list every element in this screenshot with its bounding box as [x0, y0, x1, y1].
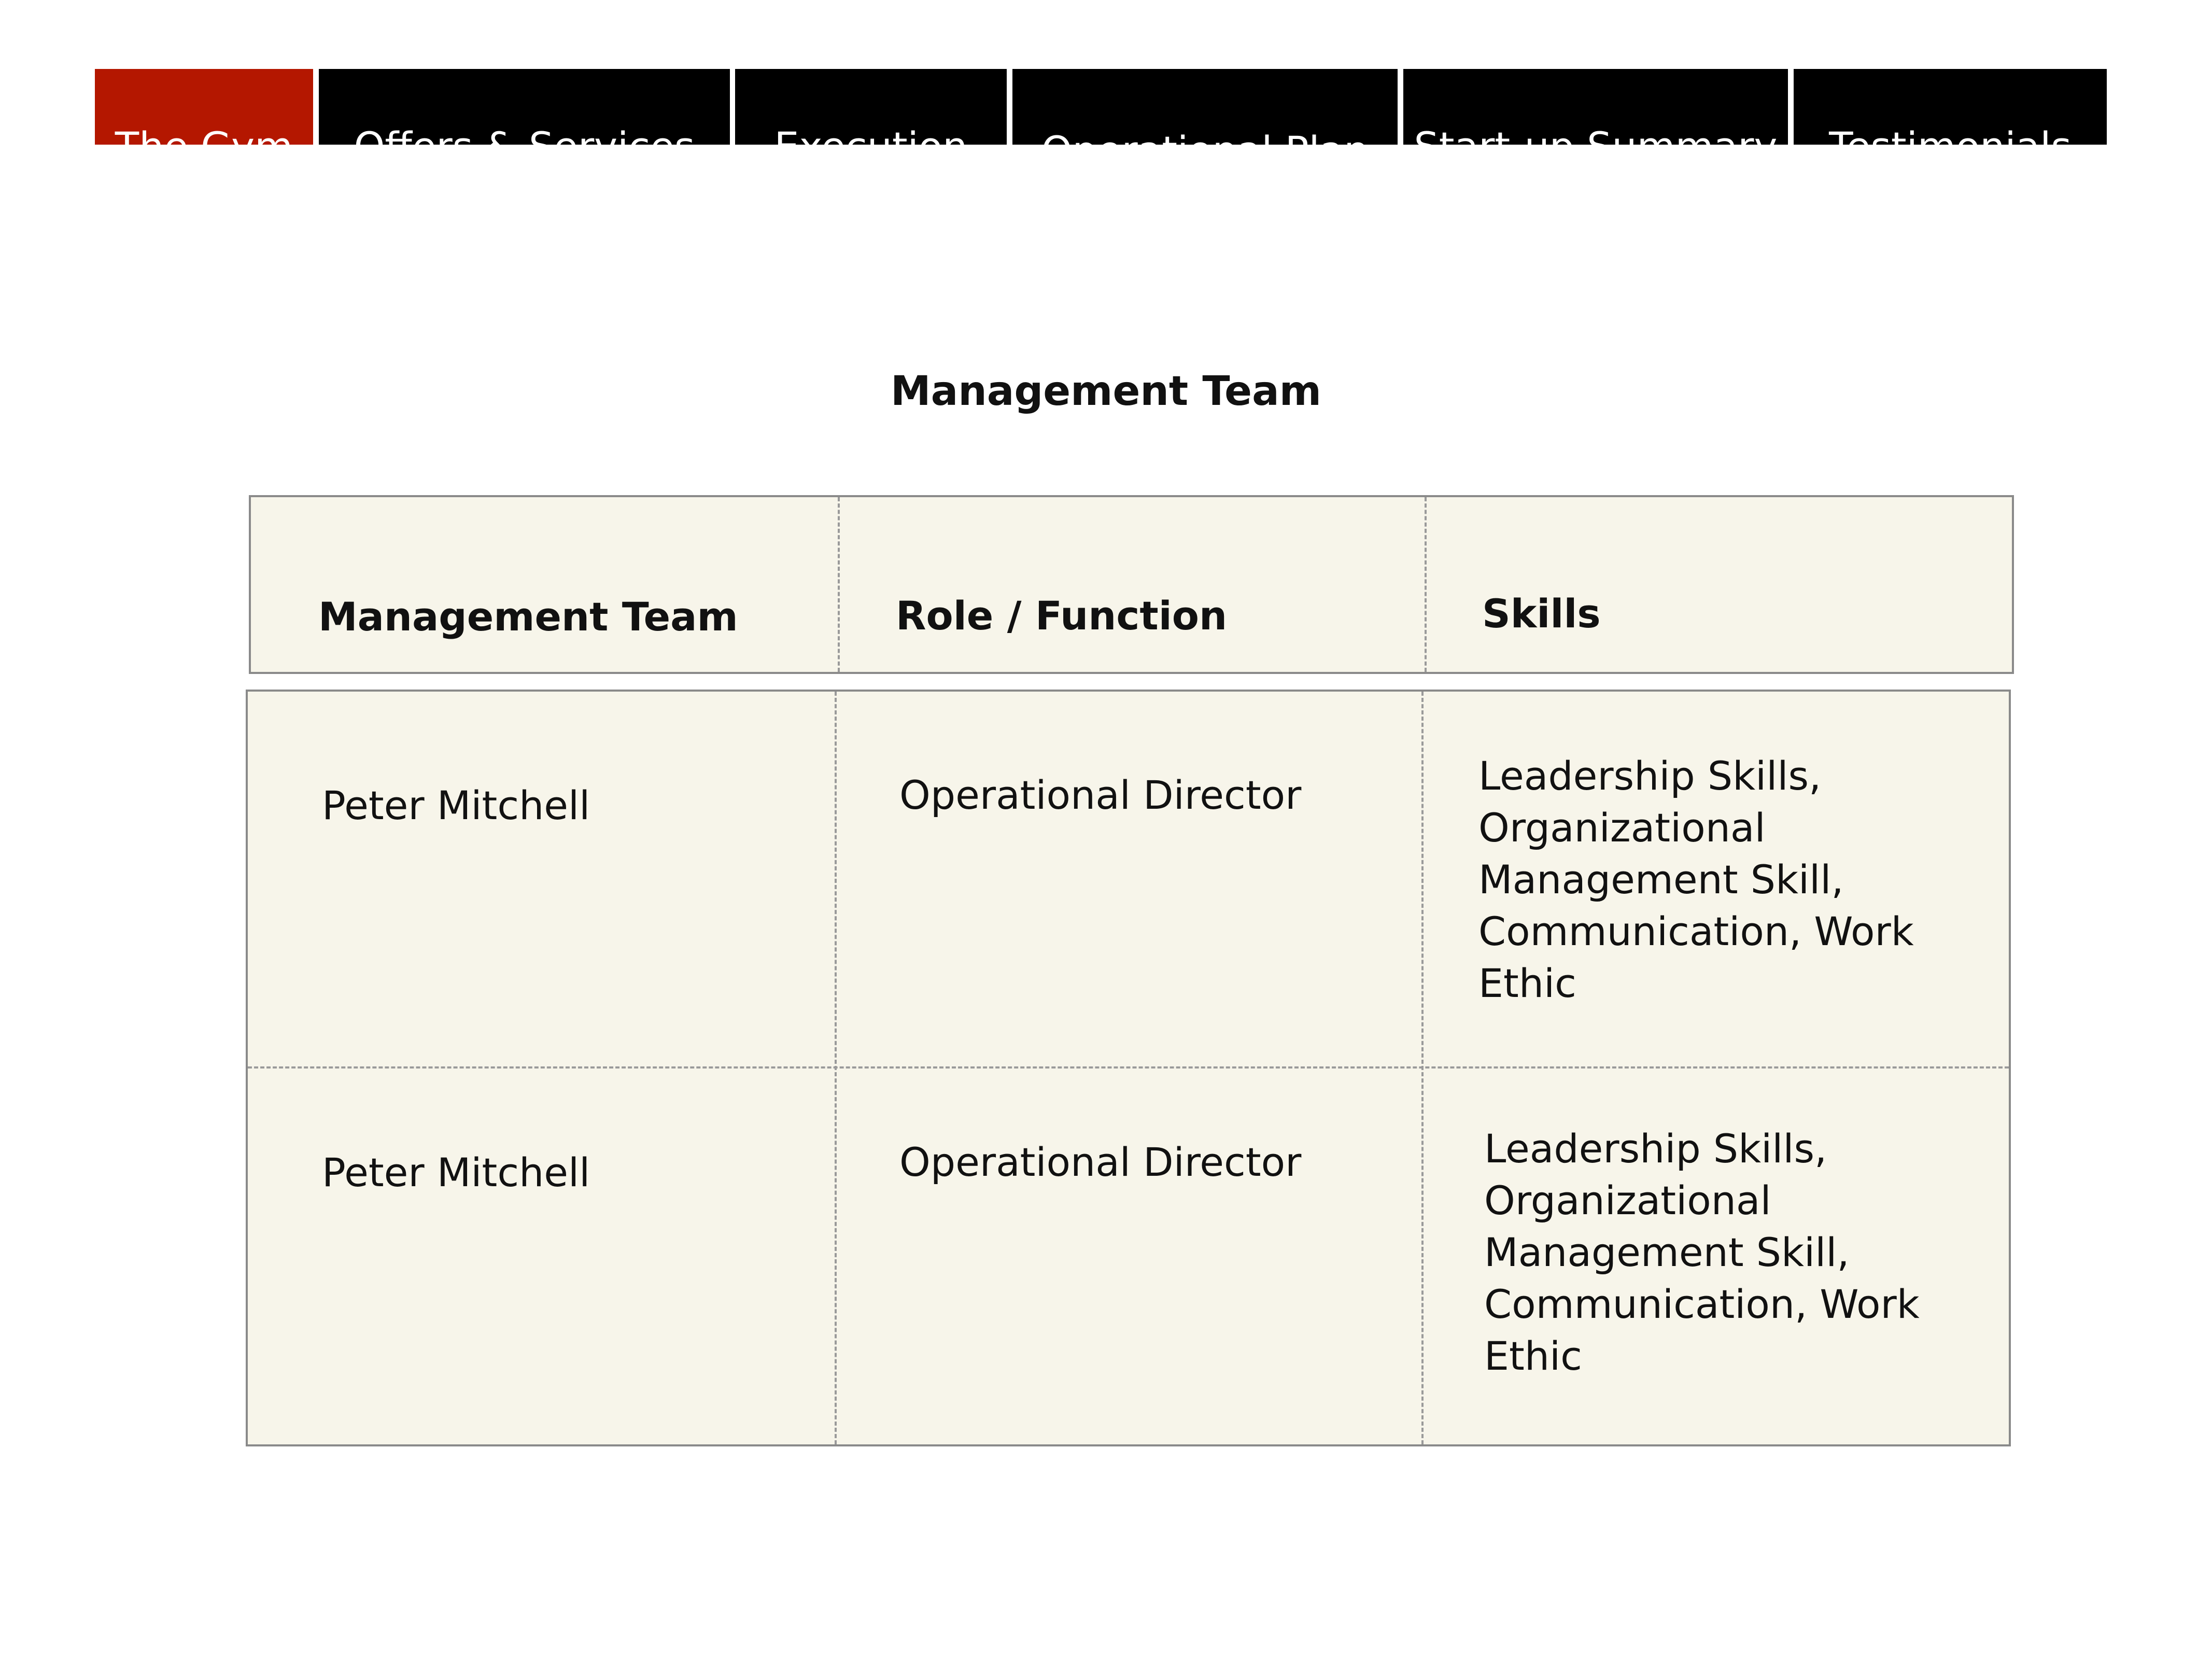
- page-title: Management Team: [891, 368, 1321, 415]
- column-divider: [1425, 497, 1427, 672]
- top-nav: [0, 69, 2212, 174]
- column-header-management-team: Management Team: [318, 594, 738, 640]
- tab-testimonials[interactable]: [1794, 69, 2107, 170]
- tab-offers-services[interactable]: [319, 69, 730, 170]
- tab-label: Start-up Summary: [1414, 123, 1778, 170]
- table-body: [246, 690, 2011, 1446]
- tab-operational-plan[interactable]: [1012, 69, 1398, 174]
- column-header-role-function: Role / Function: [896, 593, 1228, 639]
- tab-the-gym[interactable]: [95, 69, 313, 170]
- tab-execution[interactable]: [735, 69, 1007, 170]
- tab-label: Operational Plan: [1041, 128, 1369, 174]
- team-member-role: Operational Director: [899, 1139, 1302, 1185]
- team-member-skills: Leadership Skills, Organizational Management Skill, Communication, Work Ethic: [1478, 753, 1914, 1006]
- column-header-skills: Skills: [1482, 591, 1601, 637]
- column-divider: [838, 497, 840, 672]
- team-member-name: Peter Mitchell: [322, 782, 590, 828]
- tab-label: The Gym: [115, 123, 293, 170]
- team-member-role: Operational Director: [899, 772, 1302, 818]
- team-member-name: Peter Mitchell: [322, 1149, 590, 1196]
- tab-label: Offers & Services: [354, 123, 695, 170]
- row-divider: [248, 1066, 2009, 1068]
- tab-label: Execution: [774, 123, 968, 170]
- tab-label: Testimonials: [1829, 123, 2072, 170]
- table-header: [249, 495, 2014, 674]
- tab-startup-summary[interactable]: [1403, 69, 1788, 170]
- team-member-skills: Leadership Skills, Organizational Management Skill, Communication, Work Ethic: [1484, 1126, 1920, 1379]
